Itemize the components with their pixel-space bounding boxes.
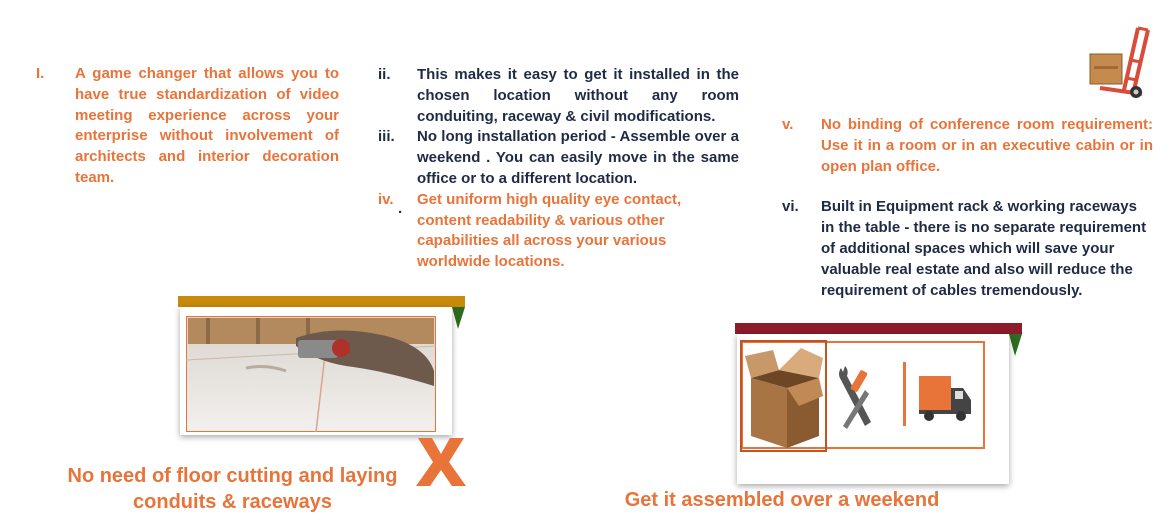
icon-divider [903, 362, 906, 426]
point-number: iii. [378, 128, 395, 146]
point-item-5 [782, 115, 1153, 177]
point-number: vi. [782, 198, 799, 216]
point-item-6 [782, 197, 1153, 301]
floor-caption-line2: conduits & raceways [133, 491, 332, 513]
point-column-1 [36, 64, 339, 189]
point-number: v. [782, 116, 794, 133]
cardboard-box-icon [743, 344, 825, 450]
delivery-truck-icon [919, 374, 973, 422]
point-text: Get uniform high quality eye contact, content readability & various other capabilities all across your various worldwide locations. [417, 190, 682, 271]
point-item-4 [378, 190, 739, 273]
floor-cutting-photo [186, 316, 436, 432]
point-item-1 [36, 64, 339, 189]
bullet-dot: · [398, 203, 403, 221]
point-text: This makes it easy to get it installed in the chosen location without any room conduiting, raceway & civil modifications. [417, 66, 739, 125]
point-text: Built in Equipment rack & working raceways in the table - there is no separate requirement of additional spaces which will save your valuable real estate and also will reduce the requirement of cables tremendously. [821, 198, 1147, 299]
hand-truck-icon [1080, 24, 1156, 100]
floor-caption-line1: No need of floor cutting and laying [67, 465, 398, 487]
green-corner-accent [452, 307, 465, 329]
point-text: A game changer that allows you to have true standardization of video meeting experience across your enterprise without involvement of architects and interior decoration team. [75, 65, 339, 186]
floor-photo-frame [180, 307, 452, 435]
point-number: ii. [378, 66, 391, 83]
point-text: No binding of conference room requirement: Use it in a room or in an executive cabin or in open plan office. [821, 116, 1153, 175]
point-item-3 [378, 127, 739, 189]
point-column-3 [782, 115, 1153, 301]
weekend-caption: Get it assembled over a weekend [624, 489, 940, 511]
tools-icon [835, 364, 879, 432]
green-corner-accent [1009, 334, 1022, 356]
point-item-2 [378, 65, 739, 127]
point-column-2 [378, 65, 739, 273]
maroon-accent-bar [735, 323, 1022, 334]
point-number: I. [36, 65, 45, 82]
assembly-icons-frame [737, 334, 1009, 484]
point-number: iv. · [378, 190, 417, 273]
gold-accent-bar [178, 296, 465, 307]
floor-caption [40, 463, 425, 515]
point-text: No long installation period - Assemble over a weekend . You can easily move in the same office or to a different location. [417, 128, 739, 187]
